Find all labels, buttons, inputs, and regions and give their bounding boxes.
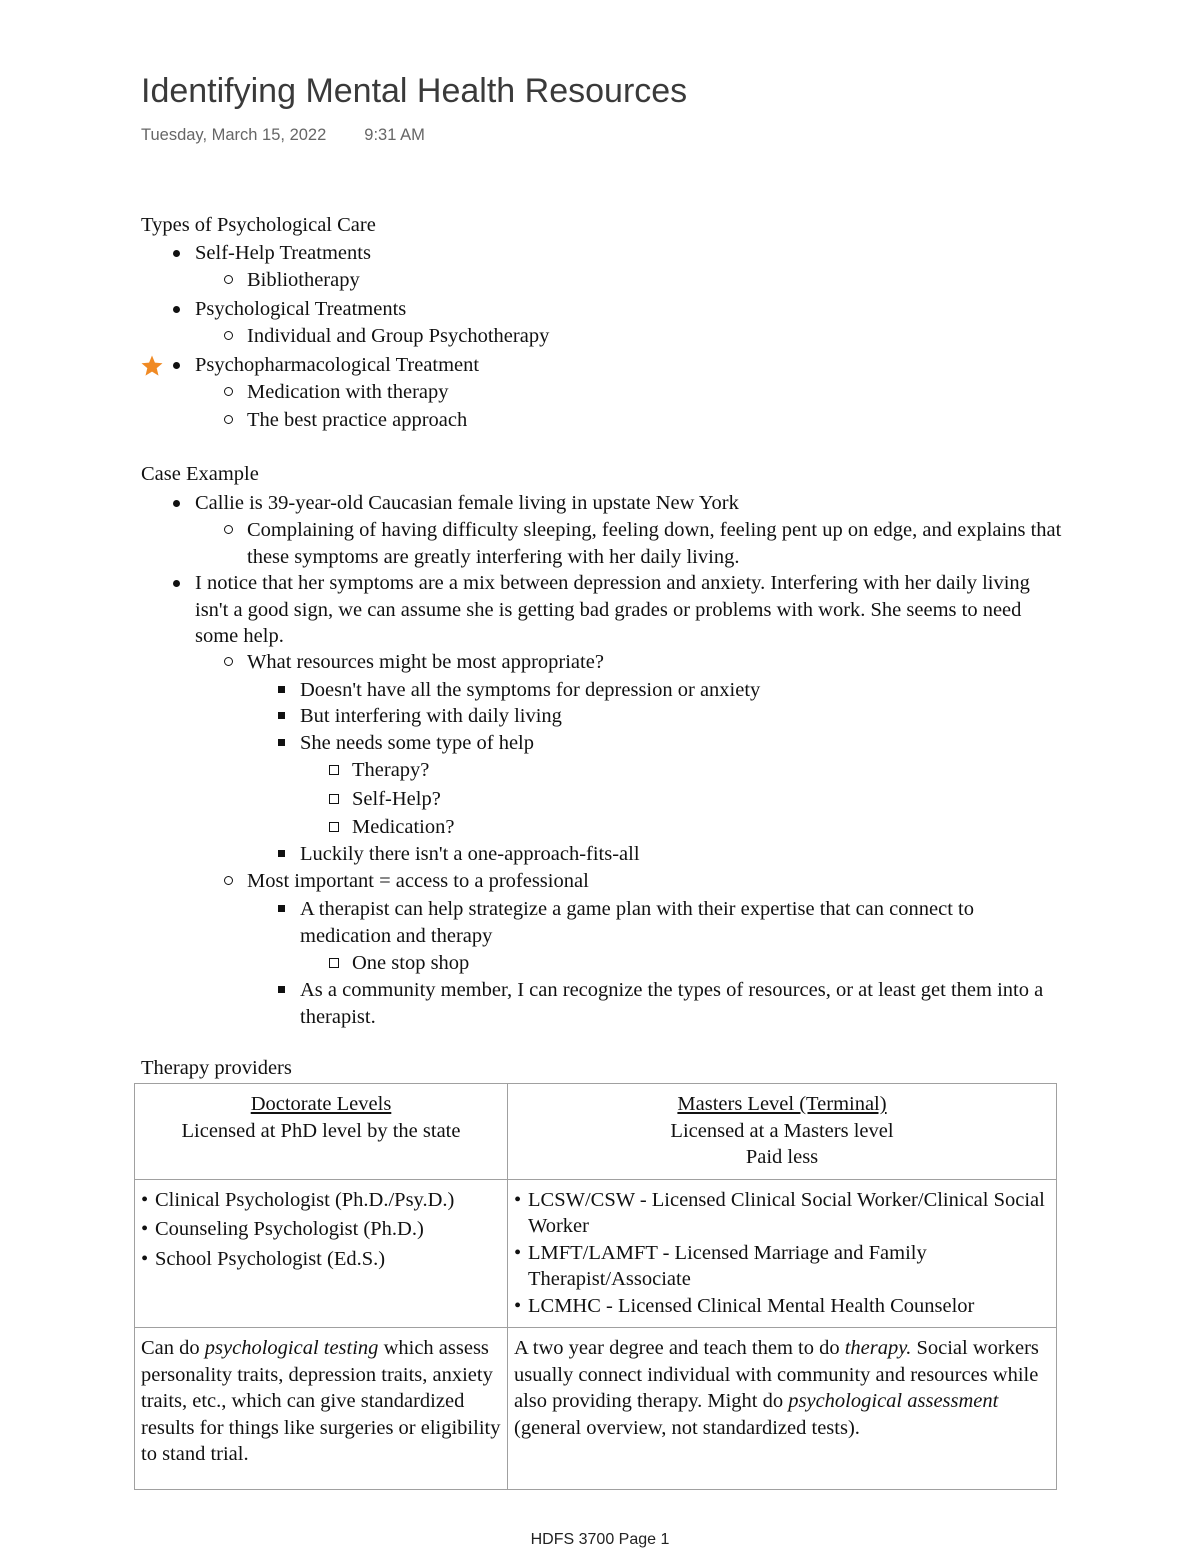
masters-title: Masters Level (Terminal) xyxy=(677,1093,887,1115)
table-cell xyxy=(135,1179,508,1328)
list-item: As a community member, I can recognize the types of resources, or at least get them into a therapist. xyxy=(300,979,1044,1028)
list-item: • Counseling Psychologist (Ph.D.) xyxy=(141,1216,501,1243)
list-item: Medication with therapy xyxy=(247,381,449,403)
list-item: Psychological Treatments xyxy=(195,298,407,320)
case-heading: Case Example xyxy=(141,463,259,485)
list-item: • Clinical Psychologist (Ph.D./Psy.D.) xyxy=(141,1187,501,1214)
doctorate-list xyxy=(141,1187,501,1273)
list-item: • School Psychologist (Ed.S.) xyxy=(141,1246,501,1273)
providers-table xyxy=(134,1083,1057,1490)
page-date: Tuesday, March 15, 2022 xyxy=(141,126,327,144)
doctorate-subtitle: Licensed at PhD level by the state xyxy=(181,1119,461,1142)
masters-subtitle-2: Paid less xyxy=(745,1146,819,1168)
types-heading: Types of Psychological Care xyxy=(141,214,376,236)
page-time: 9:31 AM xyxy=(364,126,425,144)
list-item: A therapist can help strategize a game plan with their expertise that can connect to medication and therapy xyxy=(300,898,974,947)
list-item: • LMFT/LAMFT - Licensed Marriage and Family Therapist/Associate xyxy=(514,1240,1050,1293)
providers-heading: Therapy providers xyxy=(141,1057,292,1079)
list-item: But interfering with daily living xyxy=(300,705,562,727)
list-item: Psychopharmacological Treatment xyxy=(195,354,480,376)
list-item: Therapy? xyxy=(352,759,430,781)
table-cell xyxy=(508,1179,1057,1328)
table-cell: A two year degree and teach them to do therapy. Social workers usually connect individual with community and resources while also providing therapy. Might do psychological assessment (general overview, not standardized tests). xyxy=(508,1328,1057,1490)
table-row xyxy=(135,1084,1057,1180)
list-item: Luckily there isn't a one-approach-fits-all xyxy=(300,843,640,865)
list-item: Bibliotherapy xyxy=(247,269,360,291)
emphasis-text: psychological testing xyxy=(204,1337,379,1359)
emphasis-text: therapy. xyxy=(844,1337,912,1359)
list-item: One stop shop xyxy=(352,952,470,974)
list-item: • LCSW/CSW - Licensed Clinical Social Worker/Clinical Social Worker xyxy=(514,1187,1050,1240)
list-item: Individual and Group Psychotherapy xyxy=(247,325,550,347)
table-row xyxy=(135,1328,1057,1490)
list-item: Callie is 39-year-old Caucasian female living in upstate New York xyxy=(195,492,739,514)
list-item: Self-Help? xyxy=(352,788,441,810)
list-item: The best practice approach xyxy=(247,409,468,431)
list-item: • LCMHC - Licensed Clinical Mental Health Counselor xyxy=(514,1293,1050,1320)
list-item: Medication? xyxy=(352,816,455,838)
star-tag-icon[interactable] xyxy=(140,354,164,378)
page-title: Identifying Mental Health Resources xyxy=(141,72,688,110)
table-header-cell xyxy=(135,1084,508,1180)
table-header-cell xyxy=(508,1084,1057,1180)
page-timestamp xyxy=(141,126,425,145)
list-item: She needs some type of help xyxy=(300,732,534,754)
masters-subtitle: Licensed at a Masters level xyxy=(670,1119,894,1142)
doctorate-title: Doctorate Levels xyxy=(250,1093,392,1115)
table-row xyxy=(135,1179,1057,1328)
list-item: What resources might be most appropriate? xyxy=(247,651,604,673)
list-item: Complaining of having difficulty sleeping, feeling down, feeling pent up on edge, and explains that these symptoms are greatly interfering with her daily living. xyxy=(247,519,1062,568)
list-item: I notice that her symptoms are a mix between depression and anxiety. Interfering with her daily living isn't a good sign, we can assume she is getting bad grades or problems with work. She seems to need some help. xyxy=(195,572,1030,647)
list-item: Doesn't have all the symptoms for depression or anxiety xyxy=(300,679,761,701)
page-footer: HDFS 3700 Page 1 xyxy=(530,1531,670,1548)
table-cell: Can do psychological testing which assess personality traits, depression traits, anxiety traits, etc., which can give standardized results for things like surgeries or eligibility to stand trial. xyxy=(135,1328,508,1490)
list-item: Most important = access to a professional xyxy=(247,870,589,892)
masters-list xyxy=(514,1187,1050,1320)
emphasis-text: psychological assessment xyxy=(788,1390,999,1412)
list-item: Self-Help Treatments xyxy=(195,242,371,264)
